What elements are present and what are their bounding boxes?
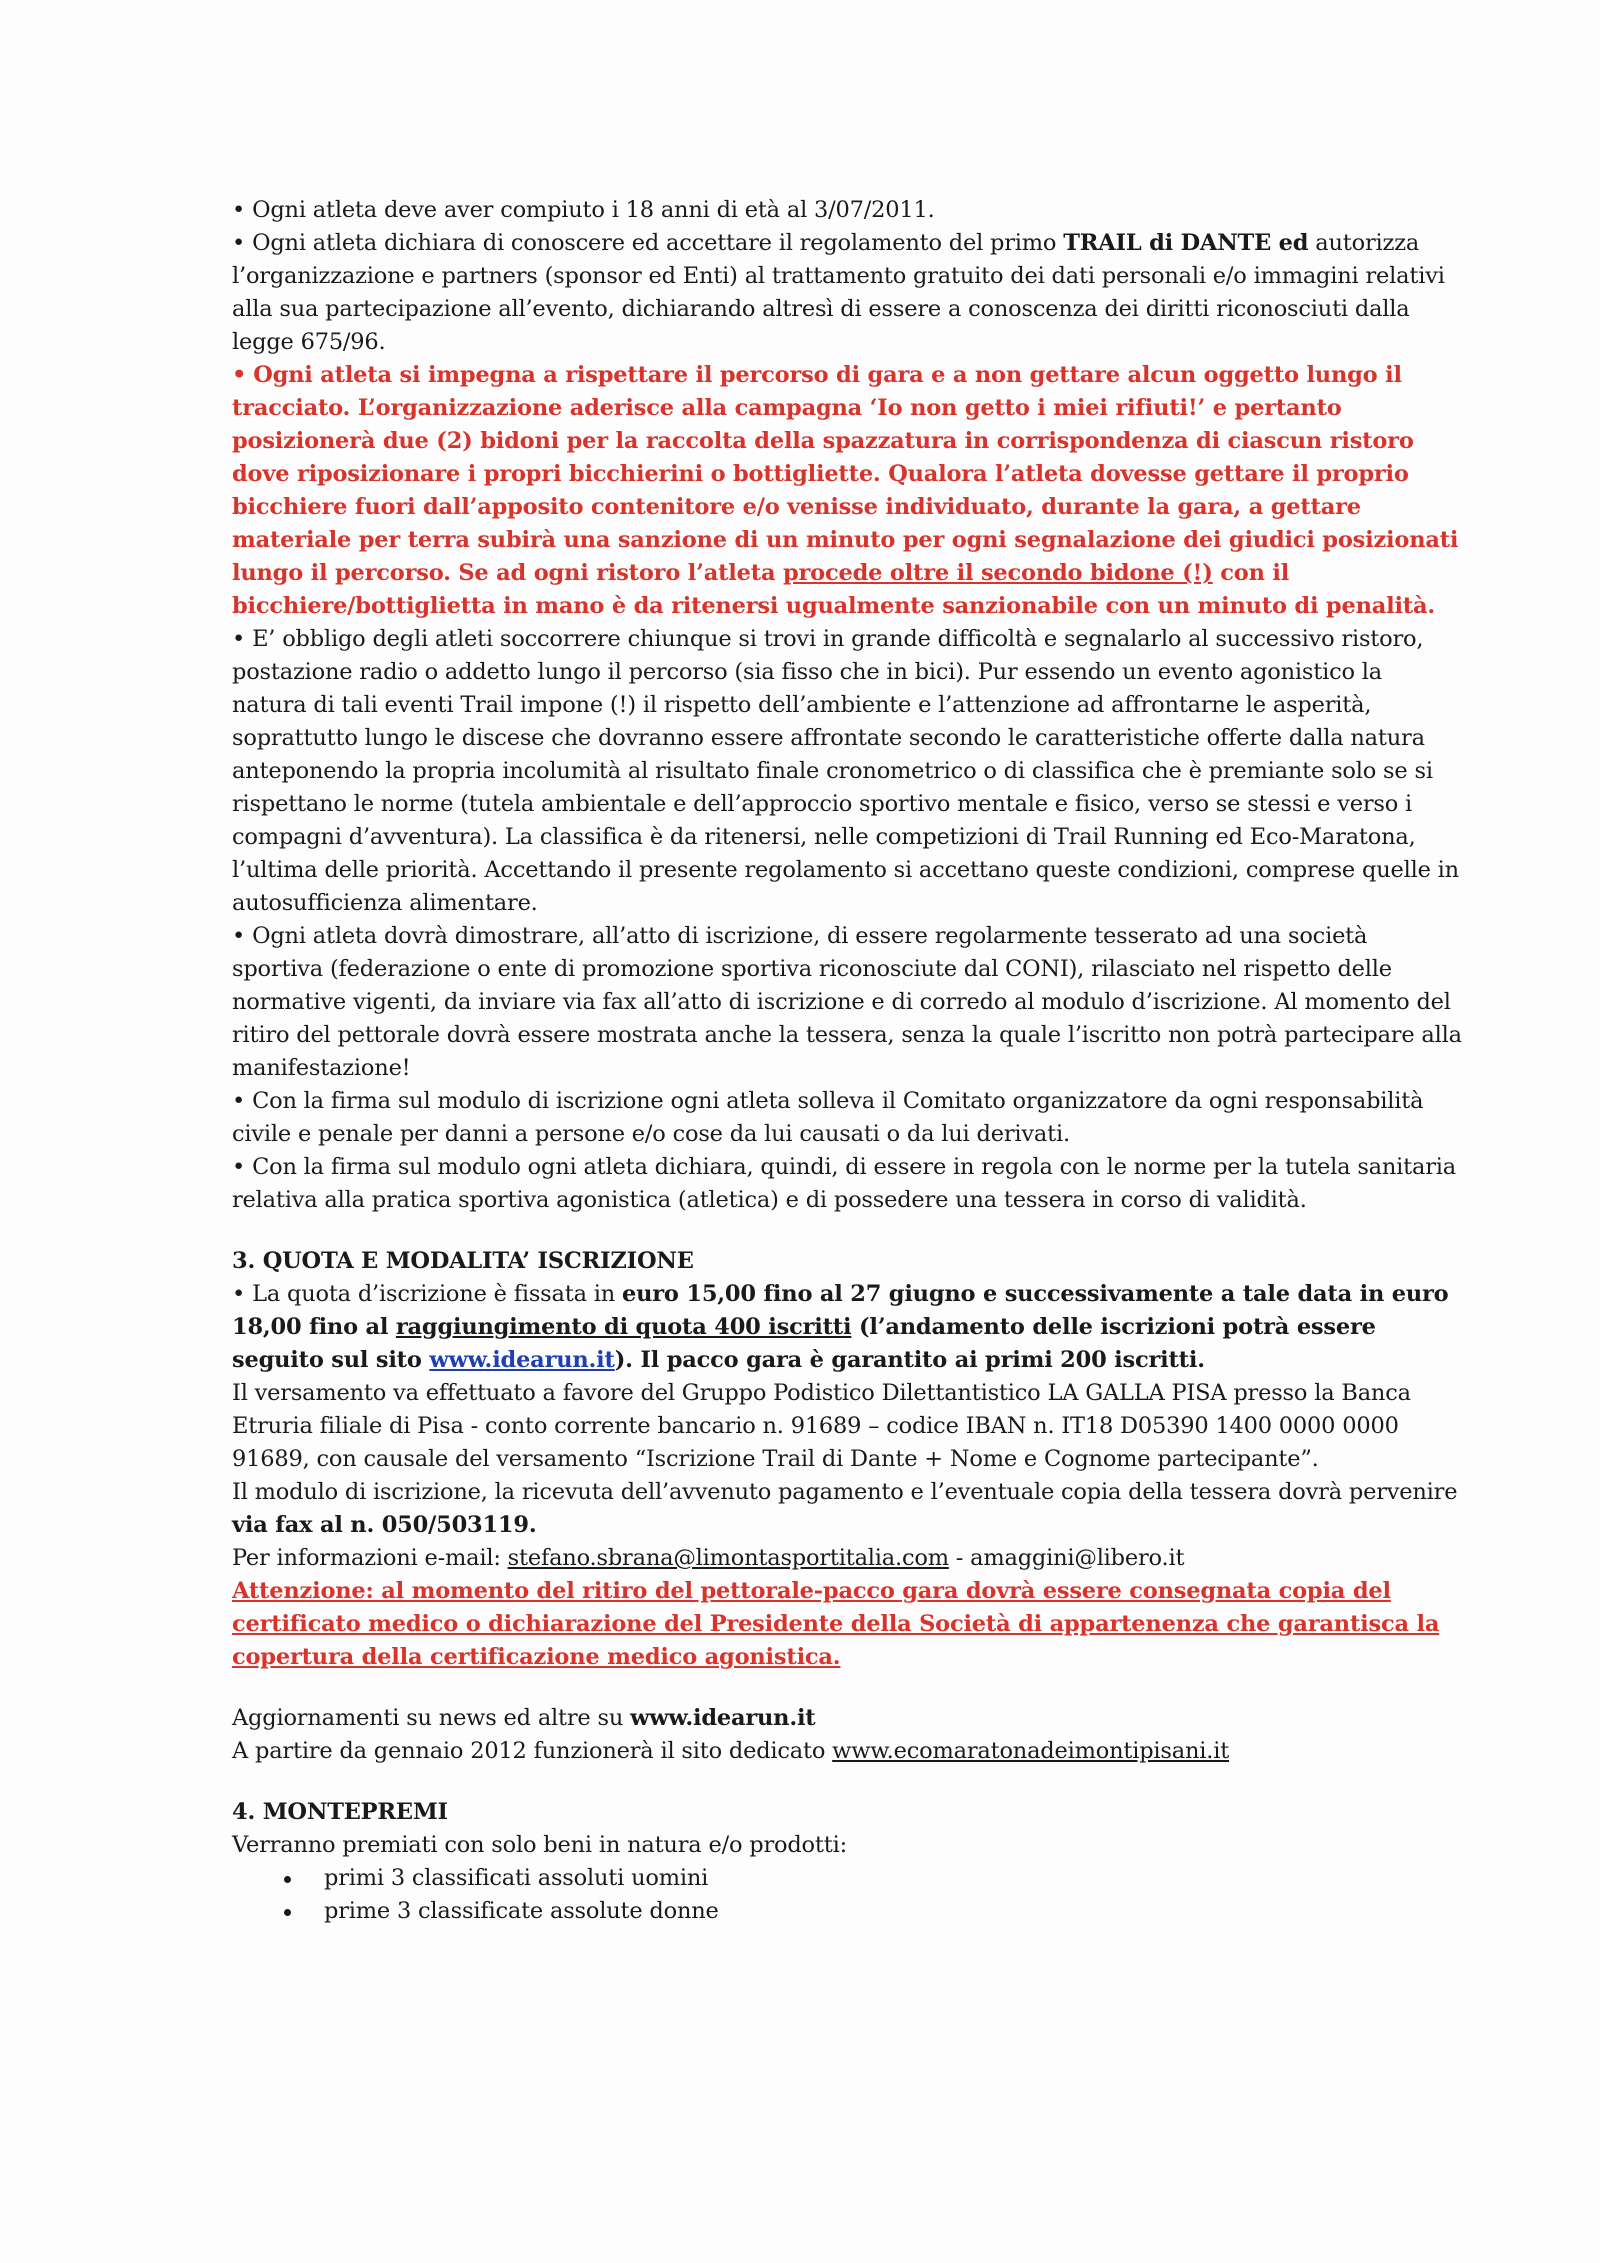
rule-age: • Ogni atleta deve aver compiuto i 18 anni di età al 3/07/2011. xyxy=(232,197,935,223)
prize-item-men: primi 3 classificati assoluti uomini xyxy=(282,1862,1462,1895)
quota-versamento: Il versamento va effettuato a favore del Gruppo Podistico Dilettantistico LA GALLA PISA presso la Banca Etruria filiale di Pisa - conto corrente bancario n. 91689 – codice IBAN n. IT18 D05390 1400 0000 0000 91689, con causale del versamento “Iscrizione Trail di Dante + Nome e Cognome partecipante”. xyxy=(232,1380,1411,1472)
quota-info: Per informazioni e-mail: stefano.sbrana@limontasportitalia.com - amaggini@libero.it xyxy=(232,1545,1185,1571)
spacer xyxy=(232,1768,1462,1796)
updates-news: Aggiornamenti su news ed altre su www.idearun.it xyxy=(232,1705,816,1731)
section-heading-montepremi: 4. MONTEPREMI xyxy=(232,1799,448,1825)
email-link-sbrana[interactable]: stefano.sbrana@limontasportitalia.com xyxy=(507,1545,949,1571)
rule-sanitaria: • Con la firma sul modulo ogni atleta dichiara, quindi, di essere in regola con le norme per la tutela sanitaria relativa alla pratica sportiva agonistica (atletica) e di possedere una tessera in corso di validità. xyxy=(232,1154,1456,1213)
rule-soccorso: • E’ obbligo degli atleti soccorrere chiunque si trovi in grande difficoltà e segnalarlo al successivo ristoro, postazione radio o addetto lungo il percorso (sia fisso che in bici). Pur essendo un evento agonistico la natura di tali eventi Trail impone (!) il rispetto dell’ambiente e l’attenzione ad affrontarne le asperità, soprattutto lungo le discese che dovranno essere affrontate secondo le caratteristiche offerte dalla natura anteponendo la propria incolumità al risultato finale cronometrico o di classifica che è premiante solo se si rispettano le norme (tutela ambientale e dell’approccio sportivo mentale e fisico, verso se stessi e verso i compagni d’avventura). La classifica è da ritenersi, nelle competizioni di Trail Running ed Eco-Maratona, l’ultima delle priorità. Accettando il presente regolamento si accettano queste condizioni, comprese quelle in autosufficienza alimentare. xyxy=(232,626,1459,916)
rule-tesserato: • Ogni atleta dovrà dimostrare, all’atto di iscrizione, di essere regolarmente tesserato ad una società sportiva (federazione o ente di promozione sportiva riconosciute dal CONI), rilasciato nel rispetto delle normative vigenti, da inviare via fax all’atto di iscrizione e di corredo al modulo d’iscrizione. Al momento del ritiro del pettorale dovrà essere mostrata anche la tessera, senza la quale l’iscritto non potrà partecipare alla manifestazione! xyxy=(232,923,1462,1081)
bullet-icon: • xyxy=(232,626,246,652)
document-body xyxy=(232,194,1462,1928)
rule-percorso: • Ogni atleta si impegna a rispettare il percorso di gara e a non gettare alcun oggetto lungo il tracciato. L’organizzazione aderisce alla campagna ‘Io non getto i miei rifiuti!’ e pertanto posizionerà due (2) bidoni per la raccolta della spazzatura in corrispondenza di ciascun ristoro dove riposizionare i propri bicchierini o bottigliette. Qualora l’atleta dovesse gettare il proprio bicchiere fuori dall’apposito contenitore e/o venisse individuato, durante la gara, a gettare materiale per terra subirà una sanzione di un minuto per ogni segnalazione dei giudici posizionati lungo il percorso. Se ad ogni ristoro l’atleta procede oltre il secondo bidone (!) con il bicchiere/bottiglietta in mano è da ritenersi ugualmente sanzionabile con un minuto di penalità. xyxy=(232,362,1459,619)
rule-responsabilita: • Con la firma sul modulo di iscrizione ogni atleta solleva il Comitato organizzatore da ogni responsabilità civile e penale per danni a persone e/o cose da lui causati o da lui derivati. xyxy=(232,1088,1424,1147)
quota-modulo: Il modulo di iscrizione, la ricevuta dell’avvenuto pagamento e l’eventuale copia della tessera dovrà pervenire via fax al n. 050/503119. xyxy=(232,1479,1458,1538)
bullet-icon: • xyxy=(232,362,247,388)
idearun-link[interactable]: www.idearun.it xyxy=(429,1347,615,1373)
bullet-icon: • xyxy=(232,1154,246,1180)
updates-site: A partire da gennaio 2012 funzionerà il sito dedicato www.ecomaratonadeimontipisani.it xyxy=(232,1738,1230,1764)
bullet-icon: • xyxy=(232,1281,246,1307)
prize-list xyxy=(232,1862,1462,1928)
quota-amount: • La quota d’iscrizione è fissata in euro 15,00 fino al 27 giugno e successivamente a tale data in euro 18,00 fino al raggiungimento di quota 400 iscritti (l’andamento delle iscrizioni potrà essere seguito sul sito www.idearun.it). Il pacco gara è garantito ai primi 200 iscritti. xyxy=(232,1281,1449,1373)
bullet-icon: • xyxy=(232,230,246,256)
bullet-icon: • xyxy=(232,923,246,949)
idearun-site-bold[interactable]: www.idearun.it xyxy=(630,1705,816,1731)
spacer xyxy=(232,1217,1462,1245)
bullet-icon: • xyxy=(232,197,246,223)
prize-item-women: prime 3 classificate assolute donne xyxy=(282,1895,1462,1928)
bullet-icon: • xyxy=(232,1088,246,1114)
montepremi-intro: Verranno premiati con solo beni in natura e/o prodotti: xyxy=(232,1832,847,1858)
section-heading-quota: 3. QUOTA E MODALITA’ ISCRIZIONE xyxy=(232,1248,694,1274)
spacer xyxy=(232,1674,1462,1702)
rule-regolamento: • Ogni atleta dichiara di conoscere ed accettare il regolamento del primo TRAIL di DANTE ed autorizza l’organizzazione e partners (sponsor ed Enti) al trattamento gratuito dei dati personali e/o immagini relativi alla sua partecipazione all’evento, dichiarando altresì di essere a conoscenza dei diritti riconosciuti dalla legge 675/96. xyxy=(232,230,1445,355)
quota-attenzione: Attenzione: al momento del ritiro del pettorale-pacco gara dovrà essere consegnata copia del certificato medico o dichiarazione del Presidente della Società di appartenenza che garantisca la copertura della certificazione medico agonistica. xyxy=(232,1578,1440,1670)
ecomaratona-link[interactable]: www.ecomaratonadeimontipisani.it xyxy=(832,1738,1230,1764)
